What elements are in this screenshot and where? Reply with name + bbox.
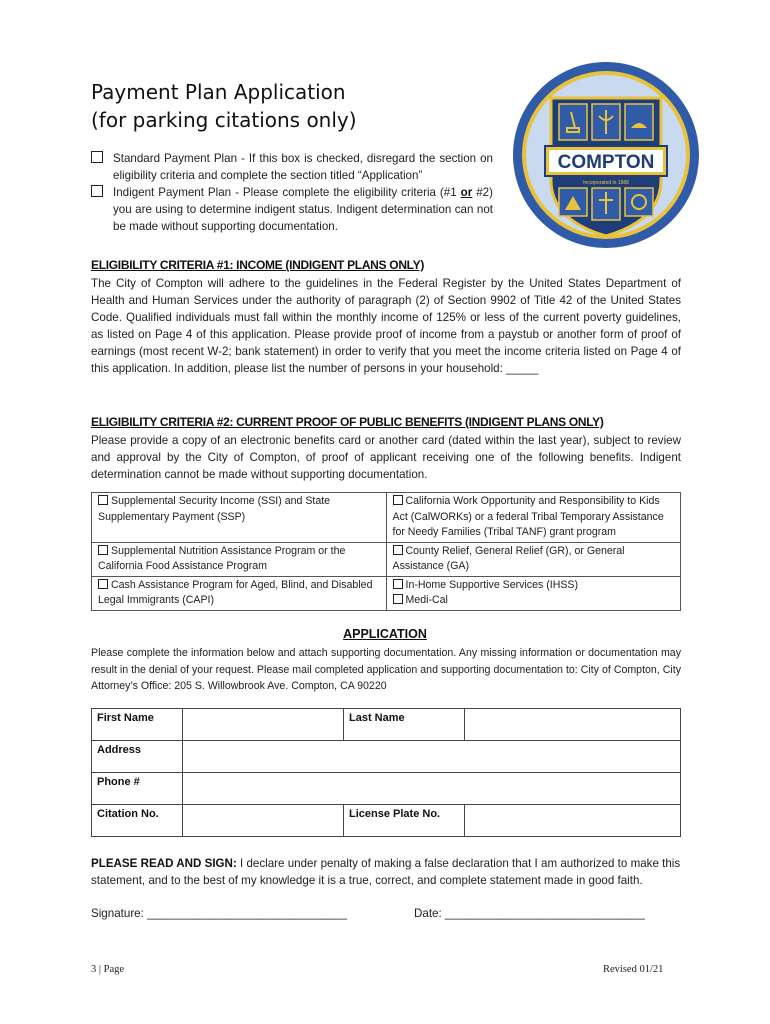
benefit-cell-calworks: [386, 493, 681, 543]
benefits-row: [92, 576, 681, 610]
benefit-checkbox-snap[interactable]: [98, 545, 108, 555]
application-form-table: [91, 708, 681, 837]
benefit-ihss: [393, 578, 676, 594]
benefit-cell-snap: [92, 542, 387, 576]
declaration-label: PLEASE READ AND SIGN:: [91, 857, 237, 870]
date-line[interactable]: Date: _______________________________: [414, 907, 645, 920]
indigent-text-part1: Indigent Payment Plan - Please complete the eligibility criteria (#1: [113, 186, 457, 199]
first-name-field[interactable]: [183, 709, 344, 741]
benefit-label-medical: Medi-Cal: [405, 594, 448, 606]
benefit-cell-county: [386, 542, 681, 576]
benefit-label-county: County Relief, General Relief (GR), or General Assistance (GA): [392, 544, 625, 572]
last-name-label: Last Name: [344, 709, 465, 741]
citation-field[interactable]: [183, 805, 344, 837]
indigent-plan-text: [113, 184, 493, 235]
benefit-label-capi: Cash Assistance Program for Aged, Blind, and Disabled Legal Immigrants (CAPI): [98, 578, 373, 606]
benefit-checkbox-ihss[interactable]: [393, 579, 403, 589]
standard-plan-checkbox[interactable]: [91, 151, 103, 163]
benefit-cell-capi: [92, 576, 387, 610]
city-seal-logo: [511, 60, 701, 250]
benefits-row: [92, 542, 681, 576]
phone-field[interactable]: [183, 773, 681, 805]
indigent-plan-option: [91, 184, 496, 236]
address-label: Address: [92, 741, 183, 773]
benefit-cell-ssi: [92, 493, 387, 543]
seal-city-of: CITY OF: [592, 141, 620, 148]
benefit-checkbox-ssi[interactable]: [98, 495, 108, 505]
criteria1-heading: ELIGIBILITY CRITERIA #1: INCOME (INDIGENT PLANS ONLY): [91, 258, 425, 272]
last-name-field[interactable]: [465, 709, 681, 741]
form-row-phone: [92, 773, 681, 805]
criteria1-text: The City of Compton will adhere to the guidelines in the Federal Register by the United States Department of Health and Human Services under the authority of paragraph (2) of Section 9902 of Title 42 of the United States Code. Qualified individuals must fall within the monthly income of 125% or less of the current poverty guidelines, as listed on Page 4 of this application. Please provide proof of income from a paystub or another form of proof of earnings (most recent W-2; bank statement) in order to verify that you meet the income criteria listed on Page 4 of this application. In addition, please list the number of persons in your household: _____: [91, 277, 681, 375]
benefit-label-snap: Supplemental Nutrition Assistance Program or the California Food Assistance Program: [98, 544, 346, 572]
license-plate-field[interactable]: [465, 805, 681, 837]
benefit-cell-ihss-medical: [386, 576, 681, 610]
declaration: [91, 855, 683, 889]
benefit-medical: [393, 593, 676, 609]
page-title: [91, 78, 357, 134]
benefit-label-ihss: In-Home Supportive Services (IHSS): [405, 578, 579, 591]
phone-label: Phone #: [92, 773, 183, 805]
form-row-name: [92, 709, 681, 741]
application-text: Please complete the information below and attach supporting documentation. Any missing information or documentation may result in the denial of your request. Please mail completed application and supporting documentation to: City of Compton, City Attorney’s Office: 205 S. Willowbrook Ave. Compton, CA 90220: [91, 647, 681, 692]
benefit-checkbox-calworks[interactable]: [393, 495, 403, 505]
benefits-table: [91, 492, 681, 611]
seal-city-name: COMPTON: [557, 152, 655, 173]
benefit-label-calworks: California Work Opportunity and Responsibility to Kids Act (CalWORKs) or a federal Tribal Temporary Assistance for Needy Families (Tribal TANF) grant program: [392, 495, 664, 538]
indigent-plan-checkbox[interactable]: [91, 185, 103, 197]
declaration-text: I declare under penalty of making a false declaration that I am authorized to make this statement, and to the best of my knowledge it is a true, correct, and complete statement made in good faith.: [91, 857, 681, 887]
first-name-label: First Name: [92, 709, 183, 741]
address-field[interactable]: [183, 741, 681, 773]
form-row-address: [92, 741, 681, 773]
benefits-row: [92, 493, 681, 543]
benefit-checkbox-capi[interactable]: [98, 579, 108, 589]
criteria2-heading: ELIGIBILITY CRITERIA #2: CURRENT PROOF OF PUBLIC BENEFITS (INDIGENT PLANS ONLY): [91, 415, 604, 429]
citation-label: Citation No.: [92, 805, 183, 837]
page-number: 3 | Page: [91, 964, 125, 975]
application-heading: APPLICATION: [343, 627, 427, 641]
standard-plan-text: Standard Payment Plan - If this box is checked, disregard the section on eligibility criteria and complete the section titled “Application”: [113, 152, 493, 182]
indigent-or: or: [460, 186, 473, 199]
signature-line[interactable]: Signature: _______________________________: [91, 907, 347, 920]
revision-date: Revised 01/21: [603, 964, 664, 975]
benefit-checkbox-county[interactable]: [393, 545, 403, 555]
benefit-label-ssi: Supplemental Security Income (SSI) and State Supplementary Payment (SSP): [98, 495, 331, 523]
title-line-1: Payment Plan Application: [91, 80, 346, 104]
seal-incorporated: Incorporated in 1888: [583, 180, 629, 186]
benefit-checkbox-medical[interactable]: [393, 594, 403, 604]
seal-panel-6: [625, 188, 653, 216]
seal-panel-3: [625, 104, 653, 140]
form-row-citation: [92, 805, 681, 837]
license-plate-label: License Plate No.: [344, 805, 465, 837]
criteria2-text: Please provide a copy of an electronic benefits card or another card (dated within the last year), subject to review and approval by the City of Compton, of proof of applicant receiving one of the following benefits. Indigent determination cannot be made without supporting documentation.: [91, 434, 681, 481]
title-line-2: (for parking citations only): [91, 108, 357, 132]
standard-plan-option: [91, 150, 496, 186]
indigent-text-part2: #2) you are using to determine indigent status. Indigent determination can not be made without supporting documentation.: [113, 186, 493, 233]
